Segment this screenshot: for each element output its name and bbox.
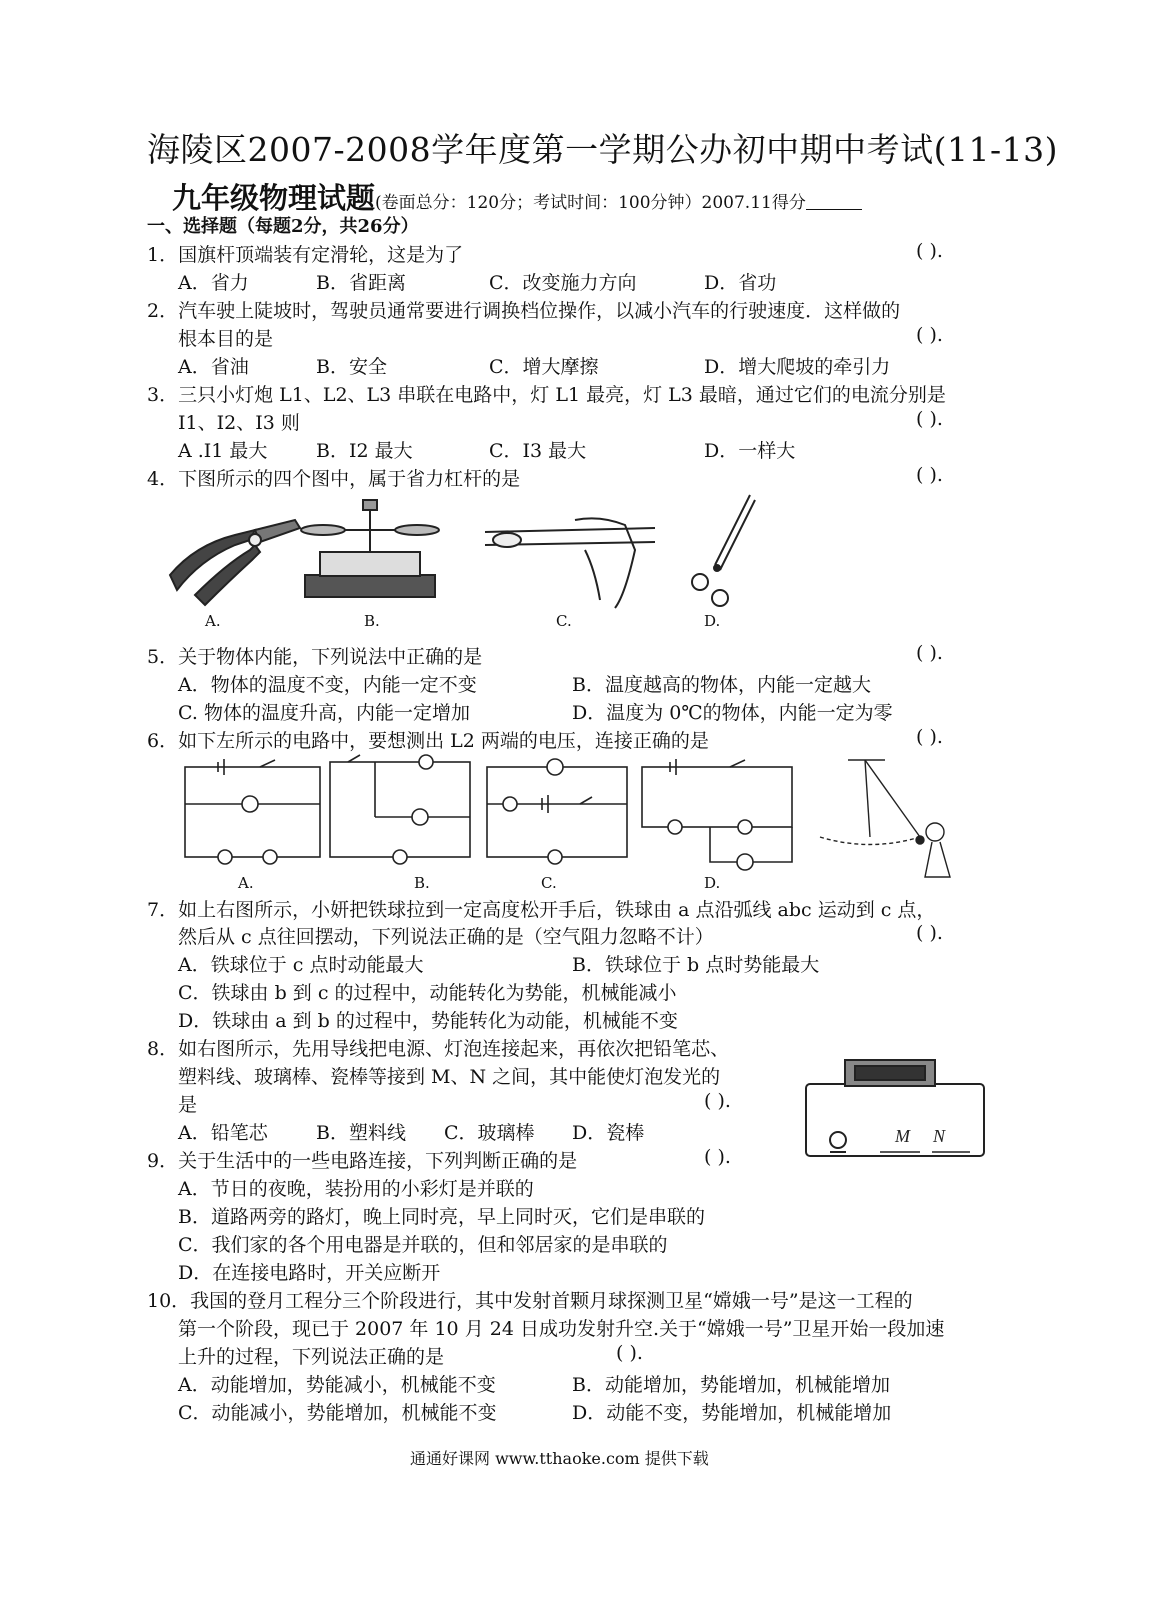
q2-answer: ( ). — [916, 324, 943, 346]
q5-option-d: D．温度为 0℃的物体，内能一定为零 — [572, 702, 893, 724]
q1-stem: 1．国旗杆顶端装有定滑轮，这是为了 — [147, 244, 464, 266]
q9-option-b: B．道路两旁的路灯，晚上同时亮，早上同时灭，它们是串联的 — [178, 1206, 705, 1228]
page-footer: 通通好课网 www.tthaoke.com 提供下载 — [410, 1449, 709, 1468]
score-blank — [806, 191, 862, 210]
pliers-icon — [170, 520, 300, 605]
q4-fig-label-d: D. — [704, 612, 721, 630]
q6-circuit-diagrams — [180, 752, 980, 892]
q3-option-d: D．一样大 — [704, 440, 796, 462]
q9-stem: 9．关于生活中的一些电路连接，下列判断正确的是 — [147, 1150, 578, 1172]
pendulum-figure — [820, 760, 950, 877]
q8-option-b: B．塑料线 — [316, 1122, 406, 1144]
scissors-icon — [692, 495, 755, 606]
q3-stem-2: I1、I2、I3 则 — [178, 412, 300, 434]
q4-fig-label-a: A. — [205, 612, 221, 630]
q2-option-b: B．安全 — [316, 356, 387, 378]
q10-option-c: C．动能减小，势能增加，机械能不变 — [178, 1402, 497, 1424]
q8-stem-2: 塑料线、玻璃棒、瓷棒等接到 M、N 之间，其中能使灯泡发光的 — [178, 1066, 721, 1088]
svg-text:M: M — [895, 1126, 910, 1146]
subtitle-main: 九年级物理试题 — [172, 181, 376, 215]
q3-option-b: B．I2 最大 — [316, 440, 413, 462]
q7-option-d: D．铁球由 a 到 b 的过程中，势能转化为动能，机械能不变 — [178, 1010, 678, 1032]
q8-option-c: C．玻璃棒 — [444, 1122, 535, 1144]
q7-answer: ( ). — [916, 922, 943, 944]
q9-answer: ( ). — [704, 1146, 731, 1168]
q8-stem-1: 8．如右图所示，先用导线把电源、灯泡连接起来，再依次把铅笔芯、 — [147, 1038, 730, 1060]
q4-fig-label-c: C. — [556, 612, 572, 630]
q1-answer: ( ). — [916, 240, 943, 262]
q7-option-b: B．铁球位于 b 点时势能最大 — [572, 954, 820, 976]
circuit-b — [330, 755, 470, 864]
q3-stem-1: 3．三只小灯炮 L1、L2、L3 串联在电路中，灯 L1 最亮，灯 L3 最暗，通过它们的电流分别是 — [147, 384, 946, 406]
section-heading: 一、选择题（每题2分，共26分） — [147, 216, 419, 237]
q4-stem: 4．下图所示的四个图中，属于省力杠杆的是 — [147, 468, 521, 490]
q3-option-a: A .I1 最大 — [178, 440, 268, 462]
q1-option-a: A．省力 — [178, 272, 249, 294]
mn-terminals — [894, 1126, 946, 1146]
balance-scale-icon — [301, 500, 439, 597]
q3-answer: ( ). — [916, 408, 943, 430]
q10-option-a: A．动能增加，势能减小，机械能不变 — [178, 1374, 496, 1396]
q10-option-b: B．动能增加，势能增加，机械能增加 — [572, 1374, 890, 1396]
q2-stem-2: 根本目的是 — [178, 328, 274, 350]
q8-answer: ( ). — [704, 1090, 731, 1112]
q2-option-c: C．增大摩擦 — [489, 356, 599, 378]
q9-option-a: A．节日的夜晚，装扮用的小彩灯是并联的 — [178, 1178, 534, 1200]
q8-option-a: A．铅笔芯 — [178, 1122, 268, 1144]
q7-option-a: A．铁球位于 c 点时动能最大 — [178, 954, 424, 976]
q3-option-c: C．I3 最大 — [489, 440, 587, 462]
q10-stem-3: 上升的过程，下列说法正确的是 — [178, 1346, 445, 1368]
subtitle-info: (卷面总分：120分；考试时间：100分钟）2007.11得分 — [375, 193, 806, 213]
svg-text:N: N — [933, 1126, 946, 1146]
q5-option-c: C. 物体的温度升高，内能一定增加 — [178, 702, 470, 724]
q10-stem-1: 10．我国的登月工程分三个阶段进行，其中发射首颗月球探测卫星“嫦娥一号”是这一工程的 — [147, 1290, 913, 1312]
q6-fig-label-b: B. — [414, 874, 430, 892]
q6-fig-label-a: A. — [238, 874, 254, 892]
q5-answer: ( ). — [916, 642, 943, 664]
exam-subtitle — [172, 176, 862, 217]
q2-option-d: D．增大爬坡的牵引力 — [704, 356, 891, 378]
chopsticks-icon — [485, 518, 655, 608]
circuit-d — [642, 759, 792, 870]
q5-stem: 5．关于物体内能，下列说法中正确的是 — [147, 646, 483, 668]
q8-circuit-figure — [800, 1052, 990, 1162]
q10-answer: ( ). — [616, 1342, 643, 1364]
q9-option-c: C．我们家的各个用电器是并联的，但和邻居家的是串联的 — [178, 1234, 668, 1256]
q6-answer: ( ). — [916, 726, 943, 748]
q5-option-b: B．温度越高的物体，内能一定越大 — [572, 674, 871, 696]
q7-stem-2: 然后从 c 点往回摆动，下列说法正确的是（空气阻力忽略不计） — [178, 926, 714, 948]
q8-stem-3: 是 — [178, 1094, 198, 1116]
q1-option-d: D．省功 — [704, 272, 777, 294]
q2-option-a: A．省油 — [178, 356, 249, 378]
q1-option-b: B．省距离 — [316, 272, 406, 294]
q7-stem-1: 7．如上右图所示，小妍把铁球拉到一定高度松开手后，铁球由 a 点沿弧线 abc 运动到 c 点， — [147, 899, 936, 921]
q8-option-d: D．瓷棒 — [572, 1122, 645, 1144]
circuit-a — [185, 759, 320, 864]
q7-option-c: C．铁球由 b 到 c 的过程中，动能转化为势能，机械能减小 — [178, 982, 677, 1004]
q5-option-a: A．物体的温度不变，内能一定不变 — [178, 674, 477, 696]
q6-stem: 6．如下左所示的电路中，要想测出 L2 两端的电压，连接正确的是 — [147, 730, 709, 752]
q10-option-d: D．动能不变，势能增加，机械能增加 — [572, 1402, 892, 1424]
q10-stem-2: 第一个阶段，现已于 2007 年 10 月 24 日成功发射升空.关于“嫦娥一号”卫星开始一段加速 — [178, 1318, 945, 1340]
q1-option-c: C．改变施力方向 — [489, 272, 637, 294]
q4-answer: ( ). — [916, 464, 943, 486]
q6-fig-label-d: D. — [704, 874, 721, 892]
circuit-c — [487, 759, 627, 864]
q4-tool-figures — [155, 490, 775, 615]
q2-stem-1: 2．汽车驶上陡坡时，驾驶员通常要进行调换档位操作，以减小汽车的行驶速度．这样做的 — [147, 300, 901, 322]
exam-title: 海陵区2007-2008学年度第一学期公办初中期中考试(11-13) — [147, 130, 1058, 169]
q9-option-d: D．在连接电路时，开关应断开 — [178, 1262, 441, 1284]
q6-fig-label-c: C. — [541, 874, 557, 892]
q4-fig-label-b: B. — [364, 612, 380, 630]
